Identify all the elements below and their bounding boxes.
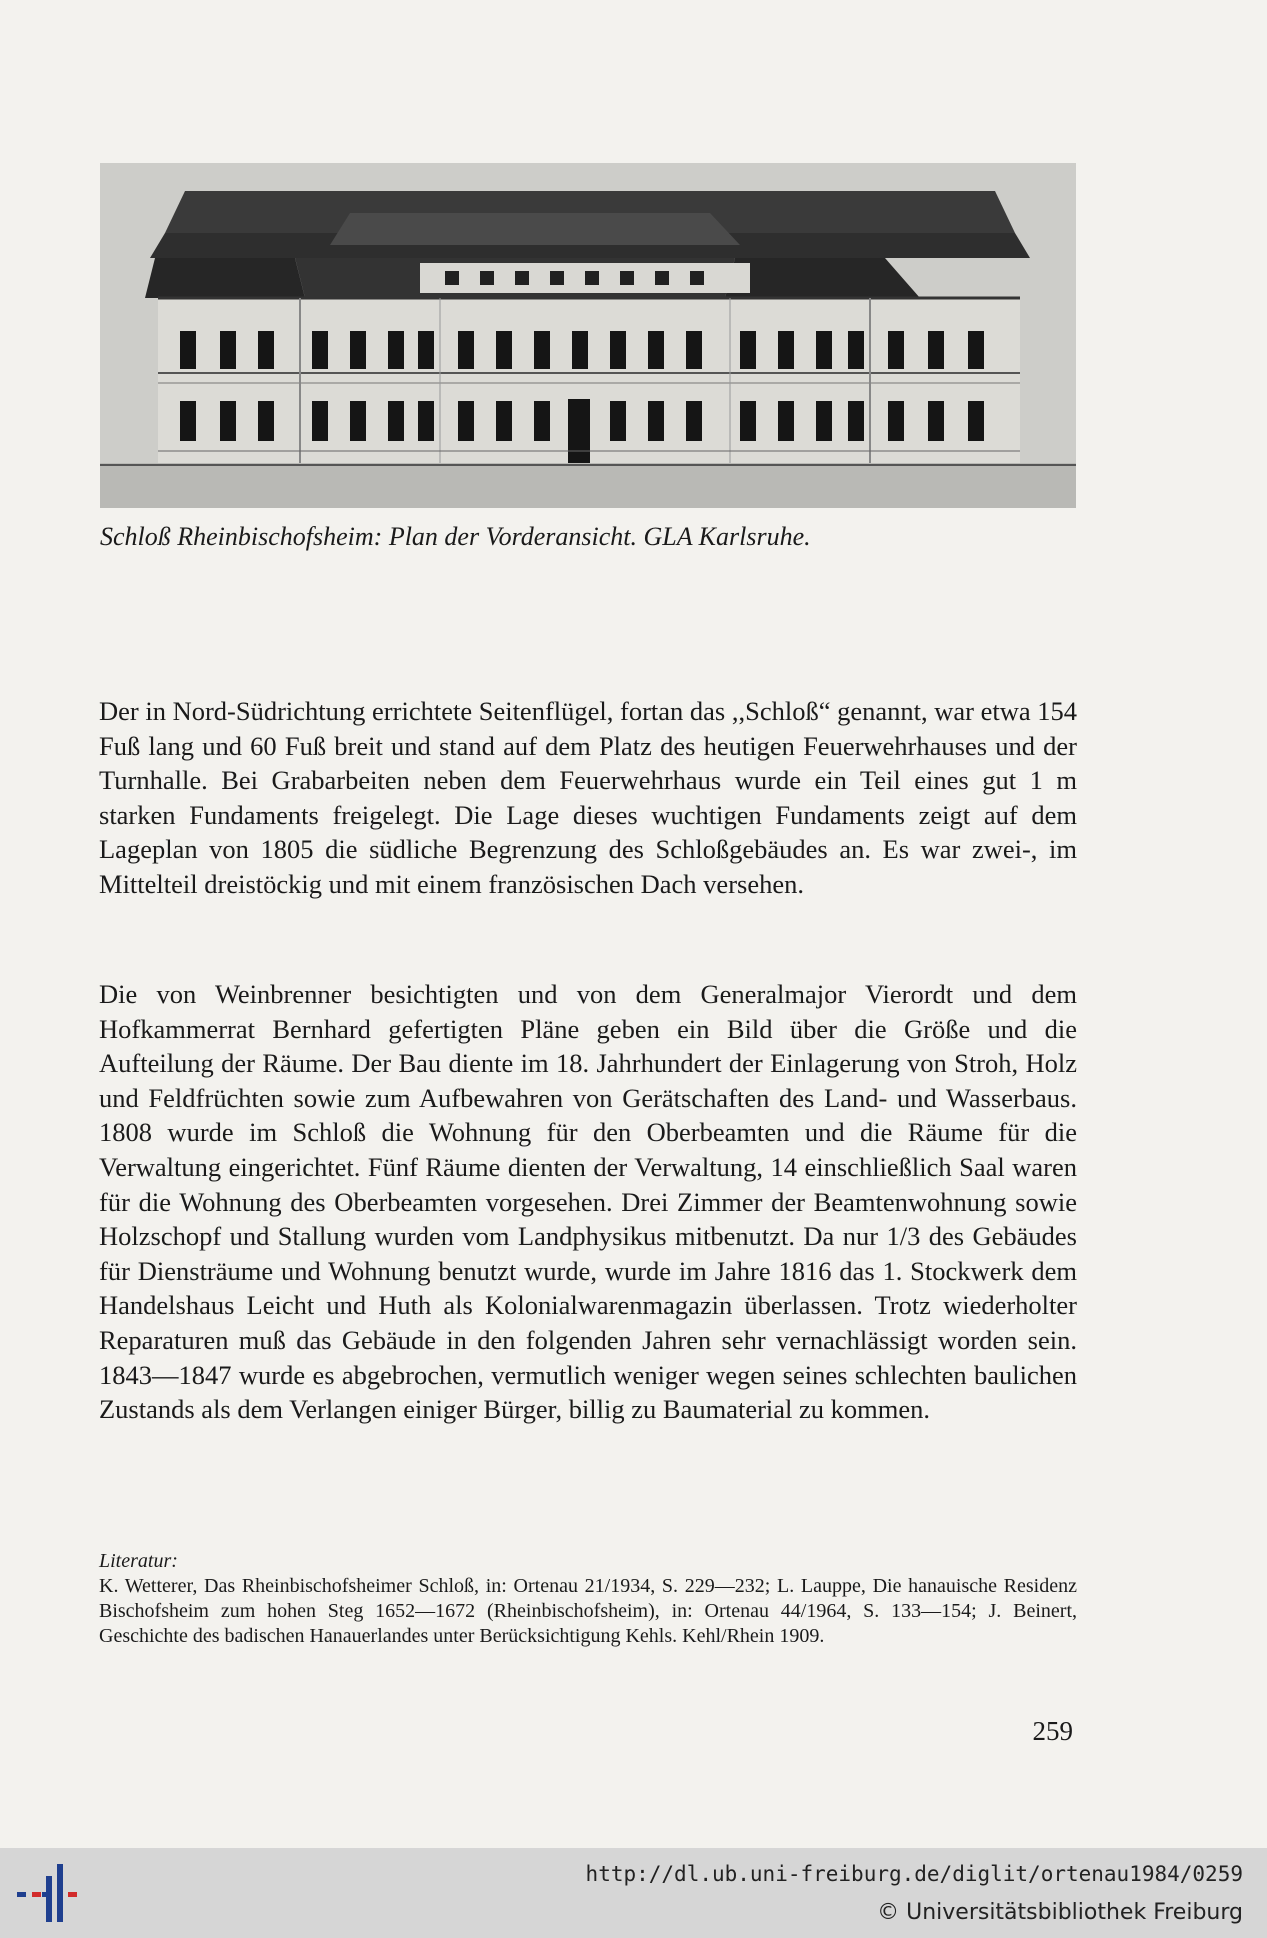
page-number: 259 [1032,1716,1073,1746]
source-url-link[interactable]: http://dl.ub.uni-freiburg.de/diglit/ortenau1984/0259 [585,1862,1243,1886]
footer-bar [0,1848,1267,1938]
body-paragraph-1 [99,694,1077,902]
paragraph-text: Die von Weinbrenner besichtigten und von dem Generalmajor Vierordt und dem Hofkammerrat Bernhard gefertigten Pläne geben ein Bild über die Größe und die Aufteilung der Räume. Der Bau diente im 18. Jahrhundert der Einlagerung von Stroh, Holz und Feldfrüchten sowie zum Aufbewahren von Gerätschaften des Land- und Wasserbaus. 1808 wurde im Schloß die Wohnung für den Oberbeamten und die Räume für die Verwaltung eingerichtet. Fünf Räume dienten der Verwaltung, 14 einschließlich Saal waren für die Wohnung des Oberbeamten vorgesehen. Drei Zimmer der Beamtenwohnung sowie Holzschopf und Stallung wurden vom Landphysikus mitbenutzt. Da nur 1/3 des Gebäudes für Diensträume und Wohnung benutzt wurde, wurde im Jahre 1816 das 1. Stockwerk dem Handelshaus Leicht und Huth als Kolonialwarenmagazin überlassen. Trotz wiederholter Reparaturen muß das Gebäude in den folgenden Jahren sehr vernachlässigt worden sein. 1843—1847 wurde es abgebrochen, vermutlich weniger wegen seines schlechten baulichen Zustands als dem Verlangen einiger Bürger, billig zu Baumaterial zu kommen. [99,979,1077,1425]
figure-caption: Schloß Rheinbischofsheim: Plan der Vorderansicht. GLA Karlsruhe. [100,522,811,551]
literature-heading: Literatur: [99,1550,178,1572]
ub-freiburg-logo-icon [14,1862,84,1928]
literature-text: K. Wetterer, Das Rheinbischofsheimer Schloß, in: Ortenau 21/1934, S. 229—232; L. Lauppe, Die hanauische Residenz Bischofsheim zum hohen Steg 1652—1672 (Rheinbischofsheim), in: Ortenau 44/1964, S. 133—154; J. Beinert, Geschichte des badischen Hanauerlandes unter Berücksichtigung Kehls. Kehl/Rhein 1909. [99,1575,1077,1647]
copyright-notice: © Universitätsbibliothek Freiburg [877,1900,1243,1925]
building-elevation-illustration [100,163,1076,508]
paragraph-text: Der in Nord-Südrichtung errichtete Seitenflügel, fortan das ,,Schloß“ genannt, war etwa 154 Fuß lang und 60 Fuß breit und stand auf dem Platz des heutigen Feuerwehrhauses und der Turnhalle. Bei Grabarbeiten neben dem Feuerwehrhaus wurde ein Teil eines gut 1 m starken Fundaments freigelegt. Die Lage dieses wuchtigen Fundaments zeigt auf dem Lageplan von 1805 die südliche Begrenzung des Schloßgebäudes an. Es war zwei-, im Mittelteil dreistöckig und mit einem französischen Dach versehen. [99,696,1077,899]
body-paragraph-2 [99,977,1077,1427]
literature-section [99,1549,1077,1649]
